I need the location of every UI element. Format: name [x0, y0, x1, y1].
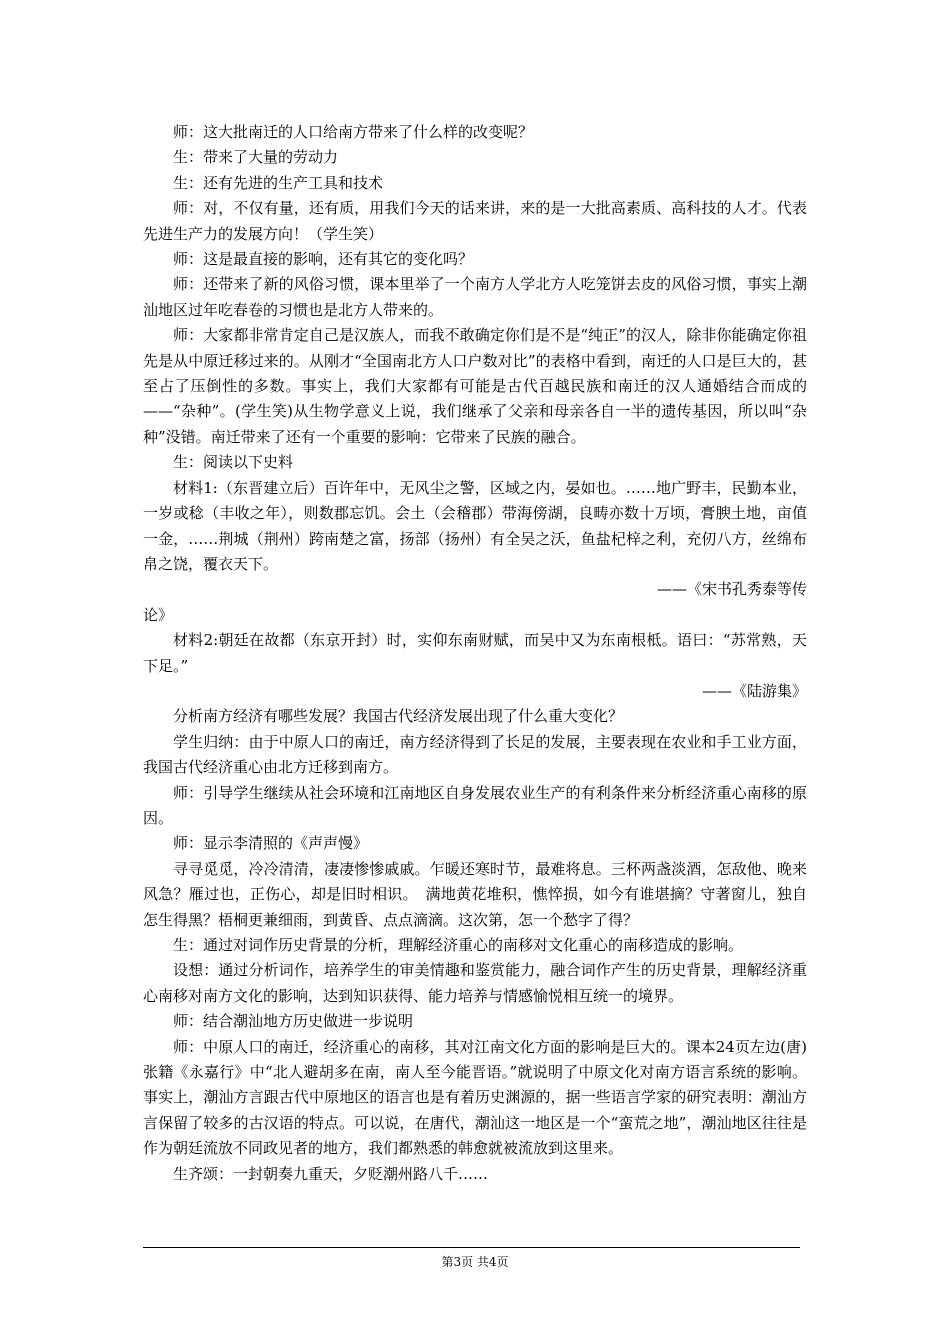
paragraph: 设想：通过分析词作，培养学生的审美情趣和鉴赏能力，融合词作产生的历史背景，理解经济重心南移对南方文化的影响，达到知识获得、能力培养与情感愉悦相互统一的境界。	[143, 961, 807, 1005]
paragraph: 生齐颂：一封朝奏九重天，夕贬潮州路八千……	[173, 1164, 489, 1183]
paragraph: 师：这大批南迁的人口给南方带来了什么样的改变呢？	[173, 123, 534, 141]
paragraph: 师：还带来了新的风俗习惯，课本里举了一个南方人学北方人吃笼饼去皮的风俗习惯，事实上潮汕地区过年吃春卷的习惯也是北方人带来的。	[143, 275, 807, 319]
material-2: 材料2:朝廷在故都（东京开封）时，实仰东南财赋，而吴中又为东南根柢。语曰：“苏常熟，天下足。”	[143, 631, 807, 675]
source-citation-1	[143, 577, 807, 628]
source-citation-1-line1: ——《宋书孔秀泰等传	[656, 580, 807, 599]
paragraph: 生：通过对词作历史背景的分析，理解经济重心的南移对文化重心的南移造成的影响。	[173, 936, 744, 954]
paragraph: 师：显示李清照的《声声慢》	[173, 834, 369, 853]
document-body	[143, 120, 807, 1187]
paragraph: 生：还有先进的生产工具和技术	[173, 173, 384, 192]
paragraph: 师：结合潮汕地方历史做进一步说明	[173, 1012, 414, 1031]
paragraph: 学生归纳：由于中原人口的南迁，南方经济得到了长足的发展，主要表现在农业和手工业方面，我国古代经济重心由北方迁移到南方。	[143, 732, 807, 777]
paragraph: 师：引导学生继续从社会环境和江南地区自身发展农业生产的有利条件来分析经济重心南移的原因。	[143, 783, 807, 827]
paragraph: 生：带来了大量的劳动力	[173, 148, 339, 167]
paragraph: 生：阅读以下史料	[173, 453, 294, 472]
page-number: 第3页 共4页	[441, 1255, 509, 1269]
paragraph: 师：中原人口的南迁，经济重心的南移，其对江南文化方面的影响是巨大的。课本24页左边(唐)张籍《永嘉行》中“北人避胡多在南，南人至今能晋语。”就说明了中原文化对南方语言系统的影响。事实上，潮汕方言跟古代中原地区的语言也是有着历史渊源的，据一些语言学家的研究表明：潮汕方言保留了较多的古汉语的特点。可以说，在唐代，潮汕这一地区是一个“蛮荒之地”，潮汕地区往往是作为朝廷流放不同政见者的地方，我们都熟悉的韩愈就被流放到这里来。	[143, 1037, 807, 1158]
paragraph: 分析南方经济有哪些发展？我国古代经济发展出现了什么重大变化？	[173, 707, 624, 726]
source-citation-2: ——《陆游集》	[701, 681, 807, 700]
source-citation-1-line2: 论》	[143, 605, 174, 624]
material-1: 材料1:（东晋建立后）百许年中，无风尘之警，区域之内，晏如也。……地广野丰，民勤本业，一岁或稔（丰收之年），则数郡忘饥。会土（会稽郡）带海傍湖，良畴亦数十万顷，膏腴土地，亩值一金，……荆城（荆州）跨南楚之富，扬部（扬州）有全吴之沃，鱼盐杞梓之利，充仞八方，丝绵布帛之饶，覆衣天下。	[143, 478, 807, 573]
footer-divider	[143, 1247, 800, 1248]
paragraph: 师：大家都非常肯定自己是汉族人，而我不敢确定你们是不是“纯正”的汉人，除非你能确定你祖先是从中原迁移过来的。从刚才“全国南北方人口户数对比”的表格中看到，南迁的人口是巨大的，甚至占了压倒性的多数。事实上，我们大家都有可能是古代百越民族和南迁的汉人通婚结合而成的——“杂种”。(学生笑)从生物学意义上说，我们继承了父亲和母亲各自一半的遗传基因，所以叫“杂种”没错。南迁带来了还有一个重要的影响：它带来了民族的融合。	[143, 326, 807, 446]
poem-text: 寻寻觅觅，冷冷清清，凄凄惨惨戚戚。乍暖还寒时节，最难将息。三杯两盏淡酒，怎敌他、晚来风急？雁过也，正伤心，却是旧时相识。 满地黄花堆积，憔悴损，如今有谁堪摘？守著窗儿，独自怎生得黑？梧桐更兼细雨，到黄昏、点点滴滴。这次第，怎一个愁字了得？	[143, 859, 807, 929]
paragraph: 师：对，不仅有量，还有质，用我们今天的话来讲，来的是一大批高素质、高科技的人才。代表先进生产力的发展方向！（学生笑）	[143, 199, 807, 243]
paragraph: 师：这是最直接的影响，还有其它的变化吗？	[173, 250, 474, 269]
